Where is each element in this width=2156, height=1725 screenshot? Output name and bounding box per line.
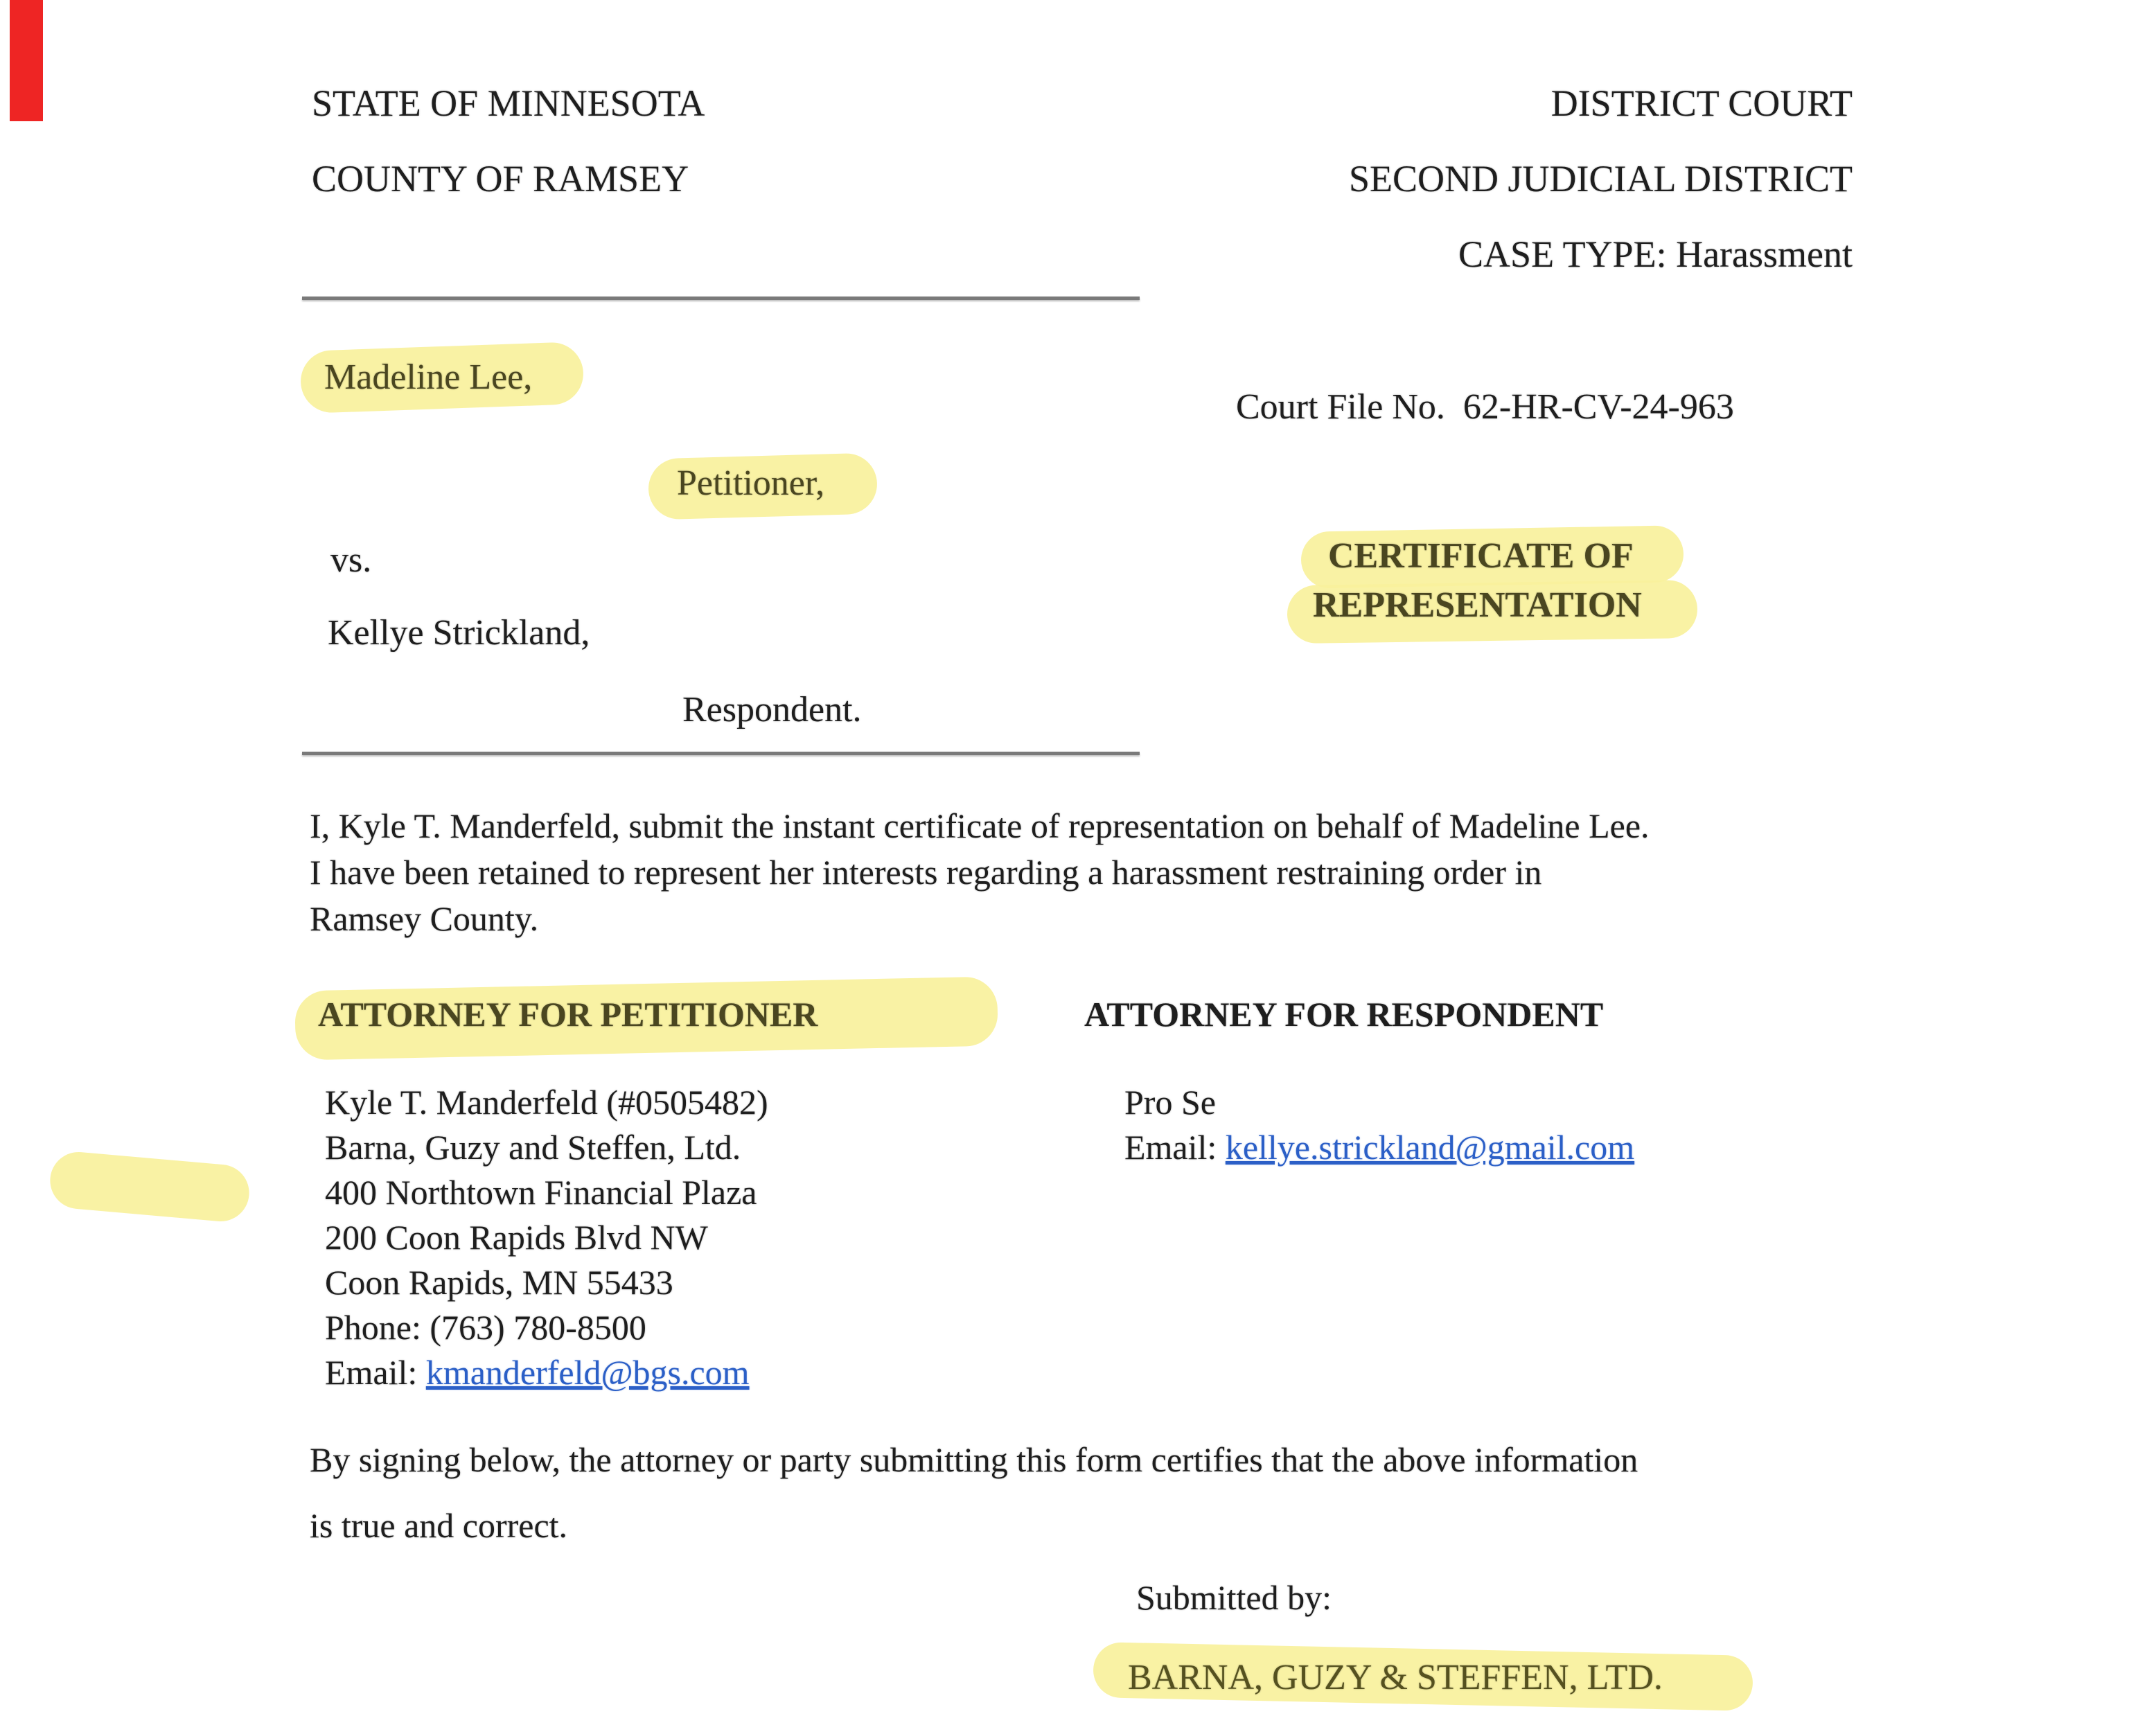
document-title-line2: REPRESENTATION [1313, 585, 1642, 625]
respondent-email-line [1124, 1127, 1634, 1172]
firm-signature-name: BARNA, GUZY & STEFFEN, LTD. [1128, 1658, 1663, 1697]
certification-line-1: By signing below, the attorney or party submitting this form certifies that the above information [310, 1440, 1638, 1479]
header-state: STATE OF MINNESOTA [312, 82, 705, 124]
header-county: COUNTY OF RAMSEY [312, 158, 689, 200]
header-judicial-district: SECOND JUDICIAL DISTRICT [1349, 158, 1853, 200]
caption-rule-top [302, 297, 1140, 300]
header-case-type: CASE TYPE: Harassment [1458, 233, 1853, 275]
attorney-address-line1: 400 Northtown Financial Plaza [325, 1173, 757, 1212]
attorney-email-line [325, 1352, 768, 1397]
petitioner-role: Petitioner, [677, 463, 825, 503]
attorney-phone: Phone: (763) 780-8500 [325, 1308, 646, 1347]
certification-line-2: is true and correct. [310, 1506, 568, 1545]
attorney-petitioner-block [325, 1082, 768, 1397]
respondent-email-label: Email: [1124, 1128, 1226, 1167]
respondent-email-link[interactable]: kellye.strickland@gmail.com [1225, 1128, 1635, 1167]
respondent-name: Kellye Strickland, [328, 613, 590, 653]
certification-paragraph [310, 1440, 1638, 1571]
attorney-email-link[interactable]: kmanderfeld@bgs.com [425, 1353, 750, 1392]
respondent-role: Respondent. [682, 690, 862, 729]
attorney-email-label: Email: [325, 1353, 426, 1392]
intro-line-1: I, Kyle T. Manderfeld, submit the instant certificate of representation on behalf of Madeline Lee. [310, 806, 1650, 845]
intro-paragraph [310, 806, 1650, 945]
court-file-number: Court File No. 62-HR-CV-24-963 [1236, 387, 1734, 427]
caption-rule-bottom [302, 752, 1140, 755]
intro-line-2: I have been retained to represent her interests regarding a harassment restraining order in [310, 853, 1542, 892]
red-marker [10, 0, 43, 121]
versus-label: vs. [330, 540, 372, 580]
attorney-name: Kyle T. Manderfeld (#0505482) [325, 1083, 768, 1122]
attorney-petitioner-heading: ATTORNEY FOR PETITIONER [318, 995, 818, 1034]
attorney-city-state-zip: Coon Rapids, MN 55433 [325, 1263, 673, 1302]
attorney-firm: Barna, Guzy and Steffen, Ltd. [325, 1128, 741, 1167]
attorney-respondent-block [1124, 1082, 1634, 1172]
intro-line-3: Ramsey County. [310, 899, 539, 938]
submitted-by-label: Submitted by: [1136, 1578, 1332, 1617]
attorney-address-line2: 200 Coon Rapids Blvd NW [325, 1218, 708, 1257]
pro-se-label: Pro Se [1124, 1083, 1216, 1122]
petitioner-name: Madeline Lee, [324, 357, 533, 397]
highlighter-mark-left-margin [48, 1150, 251, 1224]
attorney-respondent-heading: ATTORNEY FOR RESPONDENT [1084, 995, 1604, 1034]
header-district-court: DISTRICT COURT [1550, 82, 1853, 124]
document-title-line1: CERTIFICATE OF [1328, 536, 1634, 576]
